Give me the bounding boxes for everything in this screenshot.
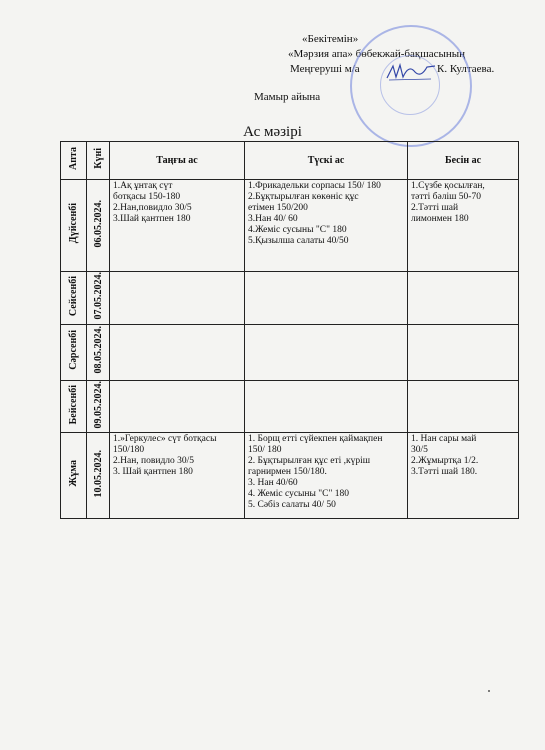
breakfast-item: 2.Нан, повидло 30/5	[113, 456, 195, 466]
lunch-item: гарнирмен 150/180.	[248, 467, 327, 477]
snack-cell	[408, 433, 519, 519]
lunch-item: 2. Бұқтырылған құс еті ,күріш	[248, 456, 371, 466]
table-row	[61, 272, 519, 325]
col-header-snack: Бесін ас	[408, 142, 519, 180]
breakfast-item: 150/180	[113, 445, 145, 455]
date-cell: 09.05.2024.	[87, 380, 110, 433]
date-cell: 08.05.2024.	[87, 324, 110, 380]
col-header-week: Апта	[61, 142, 87, 180]
snack-item: 1.Сүзбе қосылған,	[411, 181, 485, 191]
lunch-item: 1.Фрикадельки сорпасы 150/ 180	[248, 181, 381, 191]
col-header-breakfast: Таңғы ас	[110, 142, 245, 180]
breakfast-cell	[110, 272, 245, 325]
lunch-item: 1. Борщ етті сүйекпен қаймақпен	[248, 434, 383, 444]
weekday-cell: Бейсенбі	[61, 380, 87, 433]
lunch-cell	[245, 380, 408, 433]
snack-item: 2.Жұмыртқа 1/2.	[411, 456, 479, 466]
page-title: Ас мәзірі	[243, 124, 302, 140]
breakfast-item: 3.Шай қантпен 180	[113, 214, 191, 224]
lunch-cell	[245, 272, 408, 325]
snack-item: тәтті бәліш 50-70	[411, 192, 481, 202]
breakfast-cell	[110, 324, 245, 380]
breakfast-item: 2.Нан,повидло 30/5	[113, 203, 192, 213]
col-header-day: Күні	[87, 142, 110, 180]
snack-cell	[408, 324, 519, 380]
lunch-item: 5. Сәбіз салаты 40/ 50	[248, 500, 336, 510]
weekday-cell: Сәрсенбі	[61, 324, 87, 380]
lunch-item: етімен 150/200	[248, 203, 308, 213]
weekday-cell: Жұма	[61, 433, 87, 519]
breakfast-cell	[110, 180, 245, 272]
head-label: Меңгеруші м/а	[290, 63, 360, 75]
col-header-lunch: Түскі ас	[245, 142, 408, 180]
breakfast-item: 3. Шай қантпен 180	[113, 467, 193, 477]
signature	[385, 62, 437, 82]
organization-line: «Мәрзия апа» бөбекжай-бақшасының	[288, 48, 466, 60]
snack-item: лимонмен 180	[411, 214, 469, 224]
snack-item: 2.Тәтті шай	[411, 203, 459, 213]
snack-cell	[408, 180, 519, 272]
lunch-item: 2.Бұқтырылған көкөніс құс	[248, 192, 359, 202]
date-cell: 07.05.2024.	[87, 272, 110, 325]
lunch-cell	[245, 324, 408, 380]
date-cell: 06.05.2024.	[87, 180, 110, 272]
snack-item: 3.Тәтті шай 180.	[411, 467, 478, 477]
table-row	[61, 180, 519, 272]
weekday-cell: Сейсенбі	[61, 272, 87, 325]
approve-heading: «Бекітемін»	[302, 33, 359, 45]
snack-item: 30/5	[411, 445, 428, 455]
breakfast-item: ботқасы 150-180	[113, 192, 181, 202]
lunch-item: 4.Жеміс сусыны "С" 180	[248, 225, 347, 235]
table-row	[61, 433, 519, 519]
breakfast-item: 1.»Геркулес» сүт ботқасы	[113, 434, 217, 444]
date-cell: 10.05.2024.	[87, 433, 110, 519]
lunch-cell	[245, 180, 408, 272]
menu-table	[60, 141, 519, 519]
table-header-row	[61, 142, 519, 180]
lunch-item: 5.Қызылша салаты 40/50	[248, 236, 349, 246]
lunch-item: 3. Нан 40/60	[248, 478, 298, 488]
breakfast-cell	[110, 380, 245, 433]
weekday-cell: Дүйсенбі	[61, 180, 87, 272]
lunch-item: 150/ 180	[248, 445, 282, 455]
breakfast-item: 1.Ақ ұнтақ сүт	[113, 181, 173, 191]
head-name: К. Култаева.	[437, 63, 495, 75]
month-label: Мамыр айына	[254, 91, 321, 103]
scan-speck	[488, 690, 490, 692]
lunch-item: 3.Нан 40/ 60	[248, 214, 298, 224]
snack-cell	[408, 272, 519, 325]
snack-cell	[408, 380, 519, 433]
lunch-cell	[245, 433, 408, 519]
table-row	[61, 324, 519, 380]
lunch-item: 4. Жеміс сусыны "С" 180	[248, 489, 349, 499]
table-row	[61, 380, 519, 433]
breakfast-cell	[110, 433, 245, 519]
snack-item: 1. Нан сары май	[411, 434, 477, 444]
